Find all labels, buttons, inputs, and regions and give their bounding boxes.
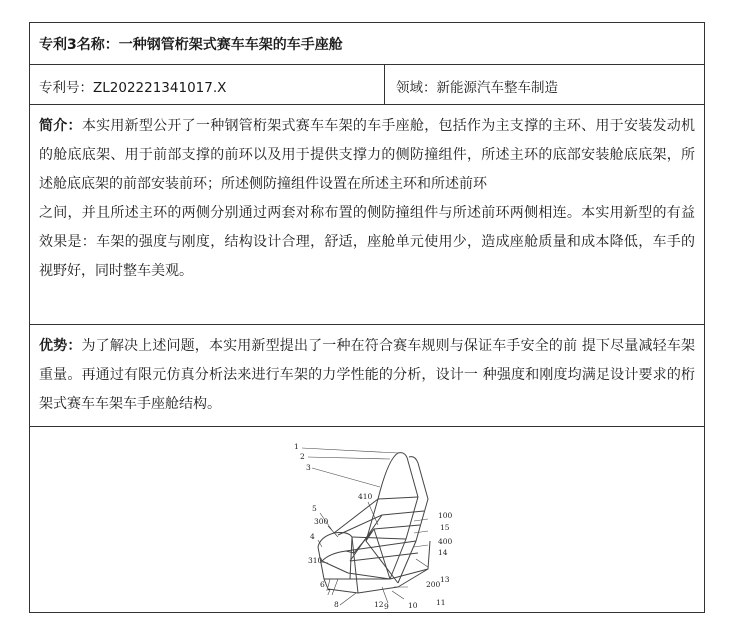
label-9: 9 — [384, 602, 389, 609]
label-4: 4 — [310, 532, 315, 541]
label-13: 13 — [440, 575, 450, 584]
label-11: 11 — [436, 598, 446, 607]
figure-row — [30, 427, 704, 612]
label-400: 400 — [438, 537, 453, 546]
label-300: 300 — [314, 517, 329, 526]
label-7: 7 — [326, 588, 331, 597]
label-410: 410 — [358, 492, 373, 501]
label-15: 15 — [440, 523, 450, 532]
advantage-paragraph — [39, 332, 695, 419]
label-3: 3 — [306, 463, 311, 472]
advantage-text: 为了解决上述问题，本实用新型提出了一种在符合赛车规则与保证车手安全的前 提下尽量减轻车架重量。再通过有限元仿真分析法来进行车架的力学性能的分析，设计一 种强度和刚度均满足设计要求的桁架式赛车车架车手座舱结构。 — [39, 338, 696, 412]
summary-text-1: 本实用新型公开了一种钢管桁架式赛车车架的车手座舱，包括作为主支撑的主环、用于安装发动机的舱底底架、用于前部支撑的前环以及用于提供支撑力的侧防撞组件，所述主环的底部安装舱底底架，所述舱底底架的前部安装前环；所述侧防撞组件设置在所述主环和所述前环 — [39, 118, 696, 192]
label-5: 5 — [312, 504, 317, 513]
title-row — [30, 23, 704, 65]
summary-text-2: 之间，并且所述主环的两侧分别通过两套对称布置的侧防撞组件与所述前环两侧相连。本实用新型的有益效果是：车架的强度与刚度，结构设计合理，舒适，座舱单元使用少，造成座舱质量和成本降低，车手的视野好，同时整车美观。 — [39, 205, 695, 279]
summary-label: 简介： — [39, 118, 82, 134]
label-200: 200 — [426, 580, 441, 589]
summary-row — [30, 105, 704, 325]
patent-title: 专利3名称：一种钢管桁架式赛车车架的车手座舱 — [39, 37, 343, 53]
summary-paragraph — [39, 112, 695, 286]
label-10: 10 — [408, 601, 418, 609]
cockpit-frame-drawing — [278, 429, 468, 609]
advantage-row — [30, 325, 704, 427]
patent-card — [29, 22, 705, 613]
label-14: 14 — [438, 548, 448, 557]
label-310: 310 — [308, 556, 323, 565]
label-2: 2 — [300, 452, 305, 461]
label-8: 8 — [334, 600, 339, 609]
patent-number: 专利号：ZL202221341017.X — [30, 65, 385, 104]
label-100: 100 — [438, 511, 453, 520]
label-12: 12 — [374, 600, 384, 609]
patent-field: 领域：新能源汽车整车制造 — [396, 80, 558, 96]
label-1: 1 — [294, 442, 299, 451]
info-row — [30, 65, 704, 105]
label-6: 6 — [320, 580, 325, 589]
advantage-label: 优势： — [39, 338, 82, 354]
